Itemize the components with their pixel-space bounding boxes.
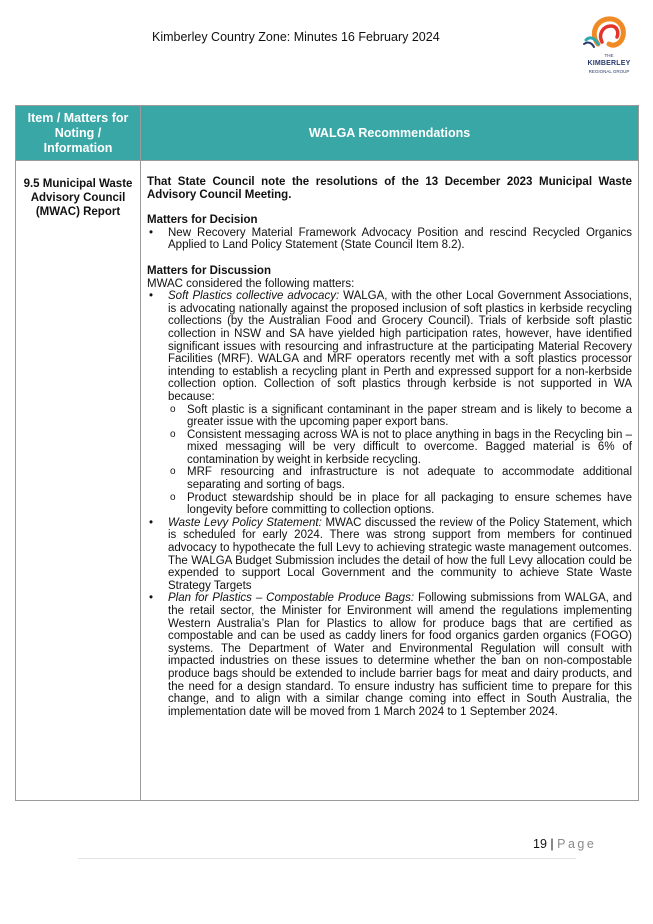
footer-separator: | bbox=[550, 837, 554, 851]
sub-list bbox=[168, 404, 632, 517]
discussion-lead: MWAC considered the following matters: bbox=[147, 277, 355, 290]
decision-heading: Matters for Decision bbox=[147, 214, 258, 227]
sub-list-item: o Consistent messaging across WA is not to place anything in bags in the Recycling bin – mixed messaging will be very difficult to overcome. Bagged material is 6% of contamination by weight in kerbside recycling. bbox=[168, 429, 632, 467]
decision-list bbox=[147, 227, 632, 252]
page-footer bbox=[533, 837, 596, 851]
col2-header: WALGA Recommendations bbox=[141, 106, 639, 161]
page-header-title: Kimberley Country Zone: Minutes 16 February 2024 bbox=[152, 30, 440, 44]
item-text: Following submissions from WALGA, and the retail sector, the Minister for Environment will amend the regulations implementing Western Australia’s Plan for Plastics to allow for produce bags that are certified as compostable and can be used as caddy liners for food organics garden organics (FOGO) systems. The Department of Water and Environmental Regulation will consult with impacted industries on these issues to determine whether the ban on non-compostable produce bags should be extended to include barrier bags for meat and dairy products, and the need for a design standard. To ensure industry has sufficient time to prepare for this change, and to align with a similar change coming into effect in South Australia, the implementation date will be moved from 1 March 2024 to 1 September 2024. bbox=[168, 592, 632, 718]
item-label: 9.5 Municipal Waste Advisory Council (MWAC) Report bbox=[16, 161, 141, 801]
intro-text: That State Council note the resolutions of the 13 December 2023 Municipal Waste Advisory Council Meeting. bbox=[147, 176, 632, 201]
item-title: Soft Plastics collective advocacy: bbox=[168, 290, 340, 303]
item-text: MWAC discussed the review of the Policy Statement, which is scheduled for early 2024. There was strong support from members for continued advocacy to hypothecate the full Levy to achieving strategic waste management outcomes. The WALGA Budget Submission includes the detail of how the full Levy allocation could be expended to support Local Government and the community to achieve State Waste Strategy Targets bbox=[168, 516, 632, 592]
sub-list-item: o MRF resourcing and infrastructure is not adequate to accommodate additional separating and sorting of bags. bbox=[168, 466, 632, 491]
logo-swirl-icon bbox=[578, 14, 632, 54]
logo-wordmark bbox=[586, 52, 632, 76]
col1-header: Item / Matters for Noting / Information bbox=[16, 106, 141, 161]
logo-sub-text: REGIONAL GROUP bbox=[588, 69, 630, 74]
list-item bbox=[147, 517, 632, 593]
logo-name-text: KIMBERLEY bbox=[587, 60, 631, 67]
discussion-list bbox=[147, 290, 632, 718]
item-title: Plan for Plastics – Compostable Produce Bags: bbox=[168, 592, 415, 605]
recommendation-cell bbox=[141, 161, 639, 801]
list-item: • New Recovery Material Framework Advocacy Position and rescind Recycled Organics Applied to Land Policy Statement (State Council Item 8.2). bbox=[147, 227, 632, 252]
table-header-row bbox=[16, 106, 639, 161]
item-title: Waste Levy Policy Statement: bbox=[168, 516, 322, 529]
sub-list-item: o Product stewardship should be in place for all packaging to ensure schemes have longevity before committing to collection options. bbox=[168, 492, 632, 517]
list-item bbox=[147, 290, 632, 517]
sub-list-item: o Soft plastic is a significant contaminant in the paper stream and is likely to become a greater issue with the upcoming paper export bans. bbox=[168, 404, 632, 429]
table-row bbox=[16, 161, 639, 801]
minutes-table bbox=[15, 105, 639, 801]
page-number: 19 bbox=[533, 837, 547, 851]
footer-rule bbox=[78, 858, 576, 859]
discussion-heading: Matters for Discussion bbox=[147, 264, 271, 277]
item-text: WALGA, with the other Local Government Associations, is advocating nationally against the proposed inclusion of soft plastics in kerbside recycling collections (by the Australian Food and Grocery Council). Trials of kerbside soft plastic collection in NSW and SA have yielded high participation rates, however, have identified significant issues with resourcing and infrastructure at the participating Material Recovery Facilities (MRF). WALGA and MRF operators recently met with a soft plastics processor intending to establish a recycling plant in Perth and expressed support for a non-kerbside collection option. Collection of soft plastics through kerbside is not supported in WA because: bbox=[168, 290, 632, 403]
list-item bbox=[147, 592, 632, 718]
page-word: Page bbox=[557, 837, 597, 851]
logo-the-text: THE bbox=[604, 53, 614, 58]
